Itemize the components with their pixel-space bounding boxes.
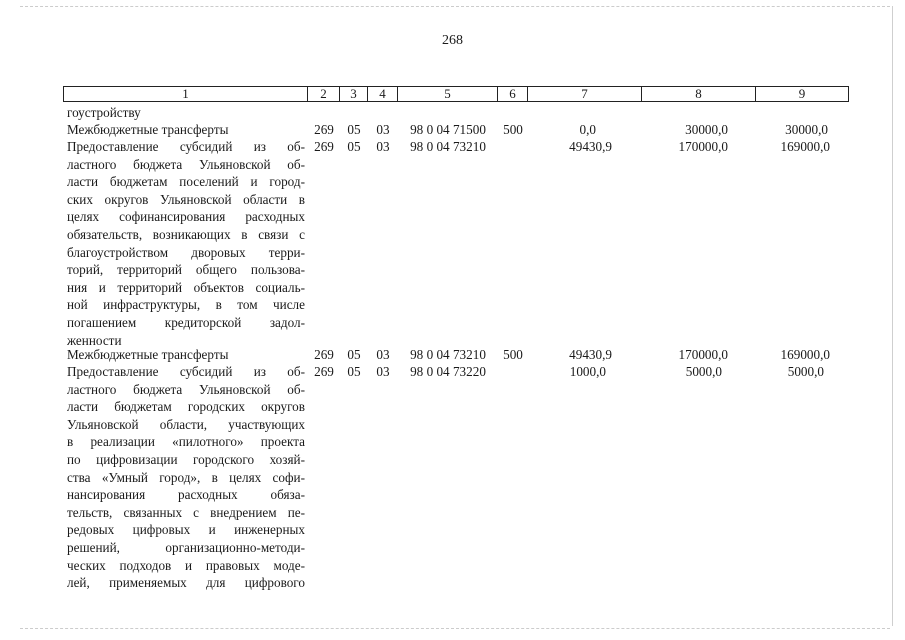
- description-line: ства «Умный город», в целях софи-: [67, 469, 305, 485]
- cell-col-5: 98 0 04 71500: [410, 122, 486, 137]
- table-row-description: [67, 104, 305, 122]
- description-line: Межбюджетные трансферты: [67, 347, 229, 362]
- description-line: Межбюджетные трансферты: [67, 122, 229, 137]
- description-line: ластного бюджета Ульяновской об-: [67, 156, 305, 172]
- cell-col-5: 98 0 04 73220: [410, 364, 486, 379]
- column-header-4: 4: [368, 86, 398, 102]
- description-line: Предоставление субсидий из об-: [67, 139, 305, 154]
- page-number: 268: [442, 33, 463, 48]
- cell-col-7: 0,0: [579, 122, 596, 137]
- cell-col-7: 49430,9: [569, 139, 612, 154]
- cell-col-4: 03: [376, 139, 390, 154]
- description-line: нансирования расходных обяза-: [67, 487, 305, 503]
- cell-col-9: 169000,0: [780, 347, 830, 362]
- cell-col-8: 170000,0: [678, 347, 728, 362]
- cell-col-4: 03: [376, 122, 390, 137]
- scan-edge-right: [892, 6, 893, 626]
- cell-col-3: 05: [347, 347, 361, 362]
- description-line: Ульяновской области, участвующих: [67, 416, 305, 432]
- description-line: ластного бюджета Ульяновской об-: [67, 381, 305, 397]
- description-line: торий, территорий общего пользова-: [67, 262, 305, 278]
- table-row-description: [67, 138, 305, 349]
- description-line: редовых цифровых и инженерных: [67, 522, 305, 538]
- cell-col-5: 98 0 04 73210: [410, 347, 486, 362]
- cell-col-9: 5000,0: [787, 364, 824, 379]
- column-header-2: 2: [308, 86, 340, 102]
- description-line: гоустройству: [67, 105, 141, 120]
- description-line: ласти бюджетам городских округов: [67, 399, 305, 415]
- column-header-3: 3: [340, 86, 368, 102]
- description-line: женности: [67, 332, 122, 348]
- description-line: ния и территорий объектов социаль-: [67, 279, 305, 295]
- description-line: лей, применяемых для цифрового: [67, 575, 305, 591]
- description-line: ласти бюджетам поселений и город-: [67, 174, 305, 190]
- cell-col-8: 170000,0: [678, 139, 728, 154]
- scan-edge-bottom: [20, 628, 890, 629]
- cell-col-7: 1000,0: [569, 364, 606, 379]
- cell-col-2: 269: [314, 122, 334, 137]
- description-line: ческих подходов и правовых моде-: [67, 557, 305, 573]
- column-header-8: 8: [642, 86, 756, 102]
- cell-col-3: 05: [347, 122, 361, 137]
- cell-col-4: 03: [376, 364, 390, 379]
- column-header-1: 1: [63, 86, 308, 102]
- scan-edge-top: [20, 6, 890, 7]
- description-line: благоустройством дворовых терри-: [67, 244, 305, 260]
- column-header-6: 6: [498, 86, 528, 102]
- description-line: ских округов Ульяновской области в: [67, 191, 305, 207]
- description-line: погашением кредиторской задол-: [67, 314, 305, 330]
- cell-col-4: 03: [376, 347, 390, 362]
- description-line: Предоставление субсидий из об-: [67, 364, 305, 379]
- description-line: в реализации «пилотного» проекта: [67, 434, 305, 450]
- description-line: тельств, связанных с внедрением пе-: [67, 504, 305, 520]
- description-line: по цифровизации городского хозяй-: [67, 451, 305, 467]
- cell-col-8: 5000,0: [685, 364, 722, 379]
- cell-col-9: 169000,0: [780, 139, 830, 154]
- cell-col-6: 500: [503, 122, 523, 137]
- description-line: обязательств, возникающих в связи с: [67, 226, 305, 242]
- column-header-9: 9: [756, 86, 849, 102]
- cell-col-2: 269: [314, 139, 334, 154]
- description-line: решений, организационно-методи-: [67, 539, 305, 555]
- cell-col-5: 98 0 04 73210: [410, 139, 486, 154]
- description-line: целях софинансирования расходных: [67, 209, 305, 225]
- cell-col-6: 500: [503, 347, 523, 362]
- column-header-7: 7: [528, 86, 642, 102]
- cell-col-8: 30000,0: [685, 122, 728, 137]
- cell-col-2: 269: [314, 347, 334, 362]
- description-line: ной инфраструктуры, в том числе: [67, 297, 305, 313]
- table-row-description: [67, 363, 305, 592]
- cell-col-3: 05: [347, 364, 361, 379]
- cell-col-3: 05: [347, 139, 361, 154]
- column-header-5: 5: [398, 86, 498, 102]
- cell-col-9: 30000,0: [785, 122, 828, 137]
- table-row-description: [67, 346, 305, 364]
- table-row-description: [67, 121, 305, 139]
- cell-col-2: 269: [314, 364, 334, 379]
- cell-col-7: 49430,9: [569, 347, 612, 362]
